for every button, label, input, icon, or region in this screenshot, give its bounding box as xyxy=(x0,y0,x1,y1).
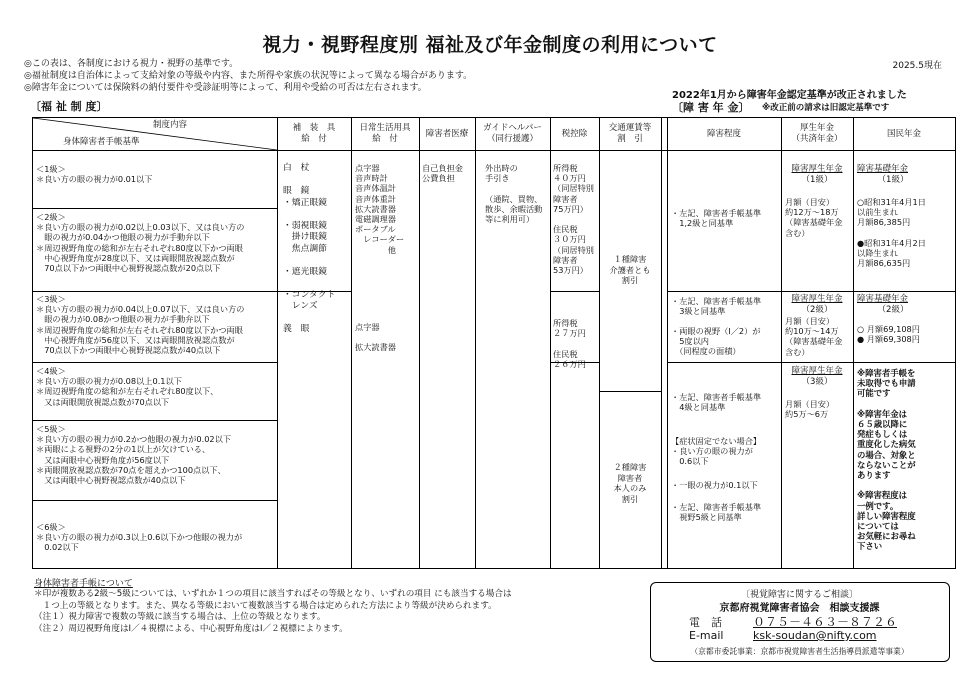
zei-cell-1: 所得税 ４０万円 （同居特別 障害者 75万円） 住民税 ３０万円 （同居特別 障害者 53万円） xyxy=(553,163,594,276)
footer-notes xyxy=(34,589,512,635)
grade-4: ＜4級＞ ＊良い方の眼の視力が0.08以上0.1以下 ＊周辺視野角度の総和が左右それぞれ80度以下、 又は両眼開放視認点数が70点以下 xyxy=(36,366,219,407)
kokumin-2-grade: （2級） xyxy=(877,305,909,315)
grade-5: ＜5級＞ ＊良い方の眼の視力が0.2かつ他眼の視力が0.02以下 ＊両眼による視野の2分の1以上が欠けている、 又は両眼中心視野角度が56度以下 ＊両眼開放視認点数が70点を超えかつ100点以下、 又は両眼中心視野視認点数が40点以下 xyxy=(36,424,232,486)
kosei-1-title: 障害厚生年金 xyxy=(791,164,843,174)
contact-head: 〔視覚障害に関するご相談〕 xyxy=(740,590,858,600)
grade-6: ＜6級＞ ＊良い方の眼の視力が0.3以上0.6以下かつ他眼の視力が 0.02以下 xyxy=(36,522,243,553)
kokumin-2-body: ○ 月額69,108円 ● 月額69,308円 xyxy=(857,324,920,345)
header-guide: ガイドヘルパー （同行援護） xyxy=(483,123,542,144)
kosei-1-body: 月額（目安） 約12万～18万 （障害基礎年金 含む） xyxy=(785,197,843,238)
kokumin-1-body: ○昭和31年4月1日 以前生まれ 月額86,385円 ●昭和31年4月2日 以降生まれ 月額86,635円 xyxy=(857,197,926,269)
contact-mail-link[interactable]: ksk-soudan@nifty.com xyxy=(753,629,877,642)
header-hosogu: 補 装 具 給 付 xyxy=(292,123,336,144)
kosei-2-title: 障害厚生年金 xyxy=(791,294,843,304)
pension-notice: 2022年1月から障害年金認定基準が改正されました xyxy=(672,90,907,101)
header-seido: 制度内容 xyxy=(153,120,188,130)
nichijo-cell-1: 点字器 音声時計 音声体温計 音声体重計 拡大読書器 電磁調理器 ポータブル レコーダー 他 xyxy=(355,163,405,255)
footer-title: 身体障害者手帳について xyxy=(34,579,133,589)
guide-cell: 外出時の 手引き （通院、買物、 散歩、余暇活動 等に利用可） xyxy=(485,163,543,225)
header-kosei: 厚生年金 （共済年金） xyxy=(791,123,843,144)
note-line: ◎障害年金については保険料の納付要件や受診証明等によって、利用や受給の可否は左右されます。 xyxy=(24,83,427,93)
teido-cell-1: ・左記、障害者手帳基準 1,2級と同基準 xyxy=(671,208,762,229)
footer-line: （注２）周辺視野角度はⅠ／４視標による、中心視野角度はⅠ／２視標によります。 xyxy=(34,623,348,634)
kokumin-2-title: 障害基礎年金 xyxy=(857,294,909,304)
contact-org: 京都府視覚障害者協会 相談支援課 xyxy=(719,603,880,614)
footer-line: ＊印が複数ある2級～5級については、いずれか１つの項目に該当すればその等級となり、いずれの項目 にも該当する場合は xyxy=(34,589,512,599)
contact-box xyxy=(650,582,950,662)
grade-3: ＜3級＞ ＊良い方の眼の視力が0.04以上0.07以下、又は良い方の 眼の視力が0.08かつ他眼の視力が手動弁以下 ＊周辺視野角度の総和が左右それぞれ80度以下かつ両眼 中心視野角度が56度以下、又は両眼開放視認点数が 70点以下かつ両眼中心視野視認点数が40点以下 xyxy=(36,294,245,356)
header-techo: 身体障害者手帳基準 xyxy=(63,137,140,147)
header-kokumin: 国民年金 xyxy=(886,129,921,139)
teido-cell-3c: ・一眼の視力が0.1以下 xyxy=(671,480,758,490)
nichijo-cell-2: 点字器 拡大読書器 xyxy=(355,322,396,353)
contact-tel[interactable]: ０７５－４６３－８７２６ xyxy=(753,615,898,629)
teido-cell-3a: ・左記、障害者手帳基準 4級と同基準 xyxy=(671,392,762,413)
hosogu-cell: 白 杖 眼 鏡 ・矯正眼鏡 ・弱視眼鏡 掛け眼鏡 焦点調節 ・遮光眼鏡 ・コンタクト レンズ 義 眼 xyxy=(283,163,336,334)
grade-1: ＜1級＞ ＊良い方の眼の視力が0.01以下 xyxy=(36,164,153,185)
footer-line: （注１）視力障害で複数の等級に該当する場合は、上位の等級となります。 xyxy=(34,612,326,622)
footer-line: １つ上の等級となります。また、異なる等級において複数該当する場合は定められた方法により等級が決められます。 xyxy=(34,600,497,611)
iryo-cell: 自己負担金 公費負担 xyxy=(422,163,463,184)
teido-cell-3d: ・左記、障害者手帳基準 視野5級と同基準 xyxy=(671,502,762,523)
header-nichijo: 日常生活用具 給 付 xyxy=(359,123,411,144)
header-teido: 障害程度 xyxy=(706,129,741,139)
kosei-2-body: 月額（目安） 約10万～14万 （障害基礎年金 含む） xyxy=(785,316,843,357)
kotsu-cell-1: １種障害 介護者とも 割引 xyxy=(609,254,651,285)
pension-section-title: 〔障 害 年 金〕 xyxy=(672,101,750,114)
main-table xyxy=(32,117,956,569)
grade-2: ＜2級＞ ＊良い方の眼の視力が0.02以上0.03以下、又は良い方の 眼の視力が0.04かつ他眼の視力が手動弁以下 ＊周辺視野角度の総和が左右それぞれ80度以下かつ両眼 中心視野角度が28度以下、又は両眼開放視認点数が 70点以下かつ両眼中心視野視認点数が20点以下 xyxy=(36,212,245,274)
pension-sub: ※改正前の請求は旧認定基準です xyxy=(762,103,890,113)
teido-cell-2b: ・両眼の視野（Ⅰ／2）が 5度以内 （同程度の面積） xyxy=(671,326,761,357)
teido-cell-3b: 【症状固定でない場合】 ・良い方の眼の視力が 0.6以下 xyxy=(671,436,762,467)
header-iryo: 障害者医療 xyxy=(425,129,469,139)
kokumin-1-title: 障害基礎年金 xyxy=(857,164,909,174)
kosei-3-grade: （3級） xyxy=(801,377,833,387)
page-title: 視力・視野程度別 福祉及び年金制度の利用について xyxy=(262,34,718,56)
note-line: ◎福祉制度は自治体によって支給対象の等級や内容、また所得や家族の状況等によって異なる場合があります。 xyxy=(24,71,473,81)
kosei-2-grade: （2級） xyxy=(801,305,833,315)
teido-cell-2a: ・左記、障害者手帳基準 3級と同基準 xyxy=(671,296,762,317)
zei-cell-2: 所得税 ２７万円 住民税 ２６万円 xyxy=(553,318,586,369)
contact-tel-label: 電 話 xyxy=(689,616,722,629)
header-kotsu: 交通運賃等 割 引 xyxy=(608,123,652,144)
note-line: ◎この表は、各制度における視力・視野の基準です。 xyxy=(24,59,239,69)
kokumin-3-notes: ※障害者手帳を 未取得でも申請 可能です ※障害年金は ６５歳以降に 発症もしくは 重度化した病気 の場合、対象と ならないことが あります ※障害程度は 一例です。 詳しい障害程度 については お気軽にお尋ね 下さい xyxy=(857,368,916,552)
kosei-3-body: 月額（目安） 約5万～6万 xyxy=(785,399,835,420)
welfare-section-title: 〔福 祉 制 度〕 xyxy=(30,100,108,113)
date-label: 2025.5現在 xyxy=(892,61,942,71)
kotsu-cell-2: ２種障害 障害者 本人のみ 割引 xyxy=(613,462,647,504)
kosei-1-grade: （1級） xyxy=(801,175,833,185)
contact-mail-label: E-mail xyxy=(689,629,724,642)
kokumin-1-grade: （1級） xyxy=(877,175,909,185)
kosei-3-title: 障害厚生年金 xyxy=(791,366,843,376)
contact-note: （京都市委託事業：京都市視覚障害者生活指導員派遣等事業） xyxy=(690,647,909,656)
header-zei: 税控除 xyxy=(561,129,588,139)
